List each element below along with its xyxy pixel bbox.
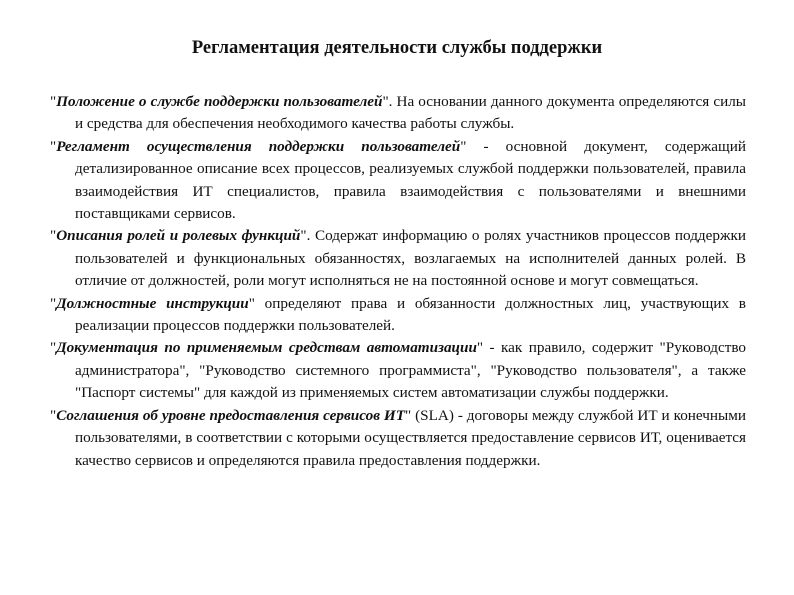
close-quote: " bbox=[405, 406, 412, 424]
list-item bbox=[50, 225, 746, 292]
open-quote: " bbox=[50, 137, 57, 155]
document-description: - основной документ, содержащий детализированное описание всех процессов, реализуемых службой поддержки пользователей, правила взаимодействия ИТ специалистов, правила взаимодействия с пользователями и внешними поставщиками сервисов. bbox=[75, 137, 746, 223]
document-description: - как правило, содержит "Руководство администратора", "Руководство системного программиста", "Руководство пользователя", а также "Паспорт системы" для каждой из применяемых систем автоматизации службы поддержки. bbox=[75, 339, 746, 402]
open-quote: " bbox=[50, 406, 57, 424]
list-item bbox=[50, 405, 746, 472]
document-name: Должностные инструкции bbox=[56, 294, 249, 312]
list-item bbox=[50, 293, 746, 338]
open-quote: " bbox=[50, 339, 57, 357]
open-quote: " bbox=[50, 227, 57, 245]
close-quote: " bbox=[460, 137, 467, 155]
document-description: . Содержат информацию о ролях участников процессов поддержки пользователей и функциональных обязанностях, возлагаемых на исполнителей данных ролей. В отличие от должностей, роли могут исполняться не на постоянной основе и могут совмещаться. bbox=[75, 227, 746, 290]
document-name: Положение о службе поддержки пользователей bbox=[56, 93, 383, 110]
document-description: (SLA) - договоры между службой ИТ и конечными пользователями, в соответствии с которыми осуществляется предоставление сервисов ИТ, оценивается качество сервисов и определяются правила предоставления поддержки. bbox=[75, 406, 747, 469]
close-quote: " bbox=[300, 227, 307, 245]
page-title: Регламентация деятельности службы поддержки bbox=[191, 38, 603, 58]
document-name: Документация по применяемым средствам автоматизации bbox=[56, 339, 477, 357]
open-quote: " bbox=[50, 93, 57, 110]
document-list bbox=[50, 91, 746, 472]
close-quote: " bbox=[382, 93, 389, 110]
document-name: Регламент осуществления поддержки пользователей bbox=[56, 137, 461, 155]
close-quote: " bbox=[248, 294, 255, 312]
document-description: определяют права и обязанности должностных лиц, участвующих в реализации процессов поддержки пользователей. bbox=[75, 294, 746, 335]
open-quote: " bbox=[50, 294, 57, 312]
list-item bbox=[50, 136, 746, 226]
document-description: . На основании данного документа определяются силы и средства для обеспечения необходимого качества работы службы. bbox=[75, 93, 747, 133]
close-quote: " bbox=[476, 339, 484, 357]
list-item bbox=[50, 337, 746, 404]
document-name: Соглашения об уровне предоставления сервисов ИТ bbox=[56, 406, 405, 424]
document-name: Описания ролей и ролевых функций bbox=[56, 227, 301, 245]
list-item bbox=[50, 91, 746, 136]
